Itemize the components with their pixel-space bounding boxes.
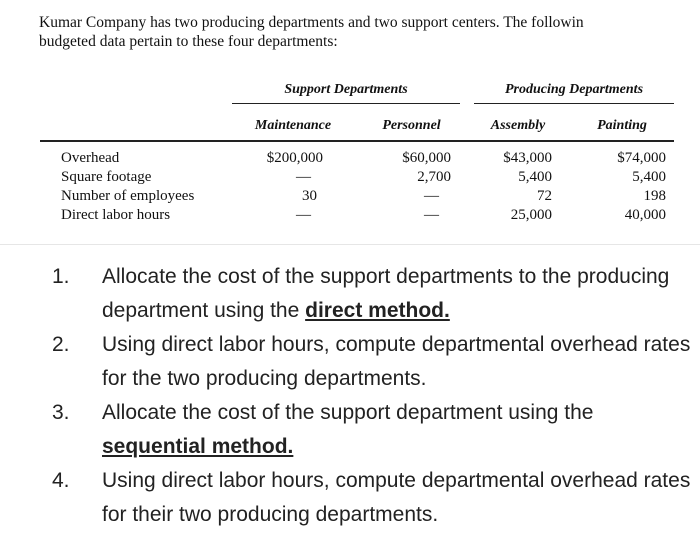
cell-maintenance: —: [296, 207, 311, 223]
row-label: Number of employees: [61, 188, 195, 204]
support-group-rule: [232, 103, 460, 104]
column-assembly: Assembly: [490, 118, 546, 133]
task-emphasis: sequential method.: [102, 435, 294, 458]
column-personnel: Personnel: [382, 118, 441, 133]
row-label: Square footage: [61, 169, 152, 185]
task-item-2: [52, 328, 692, 396]
cell-personnel: —: [424, 188, 439, 204]
table-header-rule: [40, 140, 674, 142]
task-number: 1.: [52, 265, 70, 288]
task-text: Using direct labor hours, compute departmental overhead rates for their two producing departments.: [102, 469, 691, 526]
cell-painting: 198: [643, 188, 666, 204]
table-row-square-footage: [40, 169, 674, 190]
cell-personnel: $60,000: [402, 150, 451, 166]
cell-personnel: 2,700: [417, 169, 451, 185]
task-number: 2.: [52, 333, 70, 356]
cell-painting: $74,000: [617, 150, 666, 166]
cell-assembly: 25,000: [510, 207, 552, 223]
problem-intro: [39, 13, 679, 51]
task-number: 4.: [52, 469, 70, 492]
column-maintenance: Maintenance: [254, 118, 332, 133]
section-divider: [0, 244, 700, 245]
cell-painting: 5,400: [632, 169, 666, 185]
task-text: Using direct labor hours, compute departmental overhead rates for the two producing departments.: [102, 333, 691, 390]
cell-maintenance: —: [296, 169, 311, 185]
support-departments-header: Support Departments: [284, 82, 408, 97]
task-item-4: [52, 464, 692, 532]
table-row-overhead: [40, 150, 674, 171]
task-text: Allocate the cost of the support department using the: [102, 401, 594, 424]
table-row-direct-labor: [40, 207, 674, 228]
column-painting: Painting: [597, 118, 647, 133]
task-item-3: [52, 396, 692, 464]
cell-assembly: $43,000: [503, 150, 552, 166]
table-row-employees: [40, 188, 674, 209]
cell-painting: 40,000: [624, 207, 666, 223]
row-label: Overhead: [61, 150, 120, 166]
task-number: 3.: [52, 401, 70, 424]
cell-assembly: 5,400: [518, 169, 552, 185]
producing-group-rule: [474, 103, 674, 104]
row-label: Direct labor hours: [61, 207, 171, 223]
producing-departments-header: Producing Departments: [504, 82, 644, 97]
cell-maintenance: $200,000: [266, 150, 323, 166]
task-emphasis: direct method.: [305, 299, 450, 322]
cell-assembly: 72: [537, 188, 552, 204]
cell-personnel: —: [424, 207, 439, 223]
intro-line-1: Kumar Company has two producing departments and two support centers. The followin: [39, 14, 584, 31]
task-text: Allocate the cost of the support departments to the producing department using the: [102, 265, 670, 322]
intro-line-2: budgeted data pertain to these four departments:: [39, 33, 338, 50]
task-list: [52, 260, 692, 532]
cell-maintenance: 30: [302, 188, 317, 204]
task-item-1: [52, 260, 692, 328]
